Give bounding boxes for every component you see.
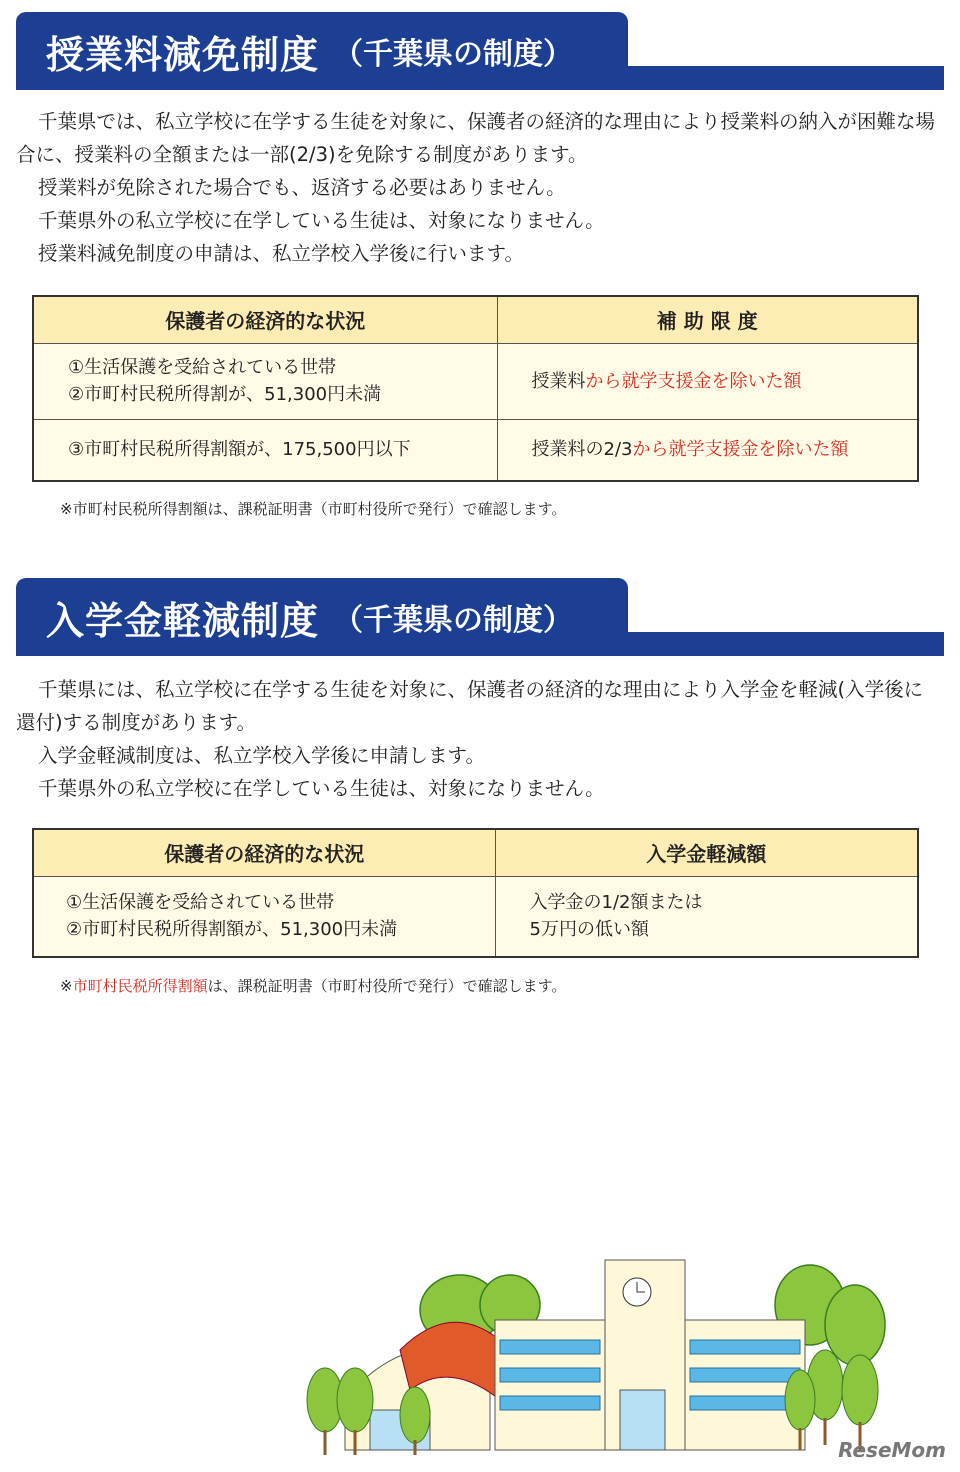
note-highlight: 市町村民税所得割額 — [72, 977, 208, 995]
paragraph: 入学金軽減制度は、私立学校入学後に申請します。 — [38, 744, 485, 767]
table-header: 入学金軽減額 — [495, 829, 918, 876]
section2-header — [16, 578, 944, 656]
amount: 5万円の低い額 — [529, 919, 649, 941]
section2-body — [16, 673, 941, 805]
section-title: 入学金軽減制度 — [46, 598, 320, 643]
tuition-table — [32, 295, 919, 482]
note — [60, 975, 566, 996]
note-mark: ※ — [60, 977, 73, 995]
paragraph: 千葉県外の私立学校に在学している生徒は、対象になりません。 — [38, 777, 605, 800]
section-title: 授業料減免制度 — [46, 32, 320, 77]
table-header: 補 助 限 度 — [497, 296, 918, 343]
paragraph: 授業料が免除された場合でも、返済する必要はありません。 — [38, 176, 566, 199]
section-subtitle: （千葉県の制度） — [333, 37, 574, 72]
school-illustration — [300, 1250, 910, 1465]
table-row — [33, 876, 918, 957]
header-tab — [16, 578, 628, 656]
header-tab — [16, 12, 628, 90]
note: ※市町村民税所得割額は、課税証明書（市町村役所で発行）で確認します。 — [60, 500, 567, 518]
paragraph: 千葉県外の私立学校に在学している生徒は、対象になりません。 — [38, 209, 605, 232]
paragraph: 千葉県では、私立学校に在学する生徒を対象に、保護者の経済的な理由により授業料の納入が困難な場合に、授業料の全額または一部(2/3)を免除する制度があります。 — [16, 110, 936, 166]
amount: 入学金の1/2額または — [529, 892, 703, 914]
resemom-logo: ReseMom — [838, 1438, 946, 1462]
header-rule — [616, 66, 944, 90]
table-header: 保護者の経済的な状況 — [33, 296, 497, 343]
situation: ②市町村民税所得割額が、51,300円未満 — [66, 919, 398, 941]
limit-highlight: から就学支援金を除いた額 — [585, 370, 802, 392]
header-rule — [616, 632, 944, 656]
situation: ③市町村民税所得割額が、175,500円以下 — [68, 439, 411, 461]
table-row — [33, 419, 918, 481]
table-header: 保護者の経済的な状況 — [33, 829, 495, 876]
paragraph: 授業料減免制度の申請は、私立学校入学後に行います。 — [38, 242, 524, 265]
note-text: は、課税証明書（市町村役所で発行）で確認します。 — [207, 977, 567, 995]
situation: ②市町村民税所得割が、51,300円未満 — [68, 384, 382, 405]
table-row — [33, 343, 918, 419]
limit: 授業料の2/3 — [531, 439, 633, 461]
limit-highlight: から就学支援金を除いた額 — [632, 439, 849, 461]
section-subtitle: （千葉県の制度） — [333, 603, 574, 638]
paragraph: 千葉県には、私立学校に在学する生徒を対象に、保護者の経済的な理由により入学金を軽減(入学後に還付)する制度があります。 — [16, 678, 924, 734]
situation: ①生活保護を受給されている世帯 — [66, 892, 335, 914]
section1-body — [16, 105, 941, 270]
situation: ①生活保護を受給されている世帯 — [68, 357, 337, 378]
section1-header — [16, 12, 944, 90]
limit: 授業料 — [531, 370, 586, 392]
admission-table — [32, 828, 919, 958]
